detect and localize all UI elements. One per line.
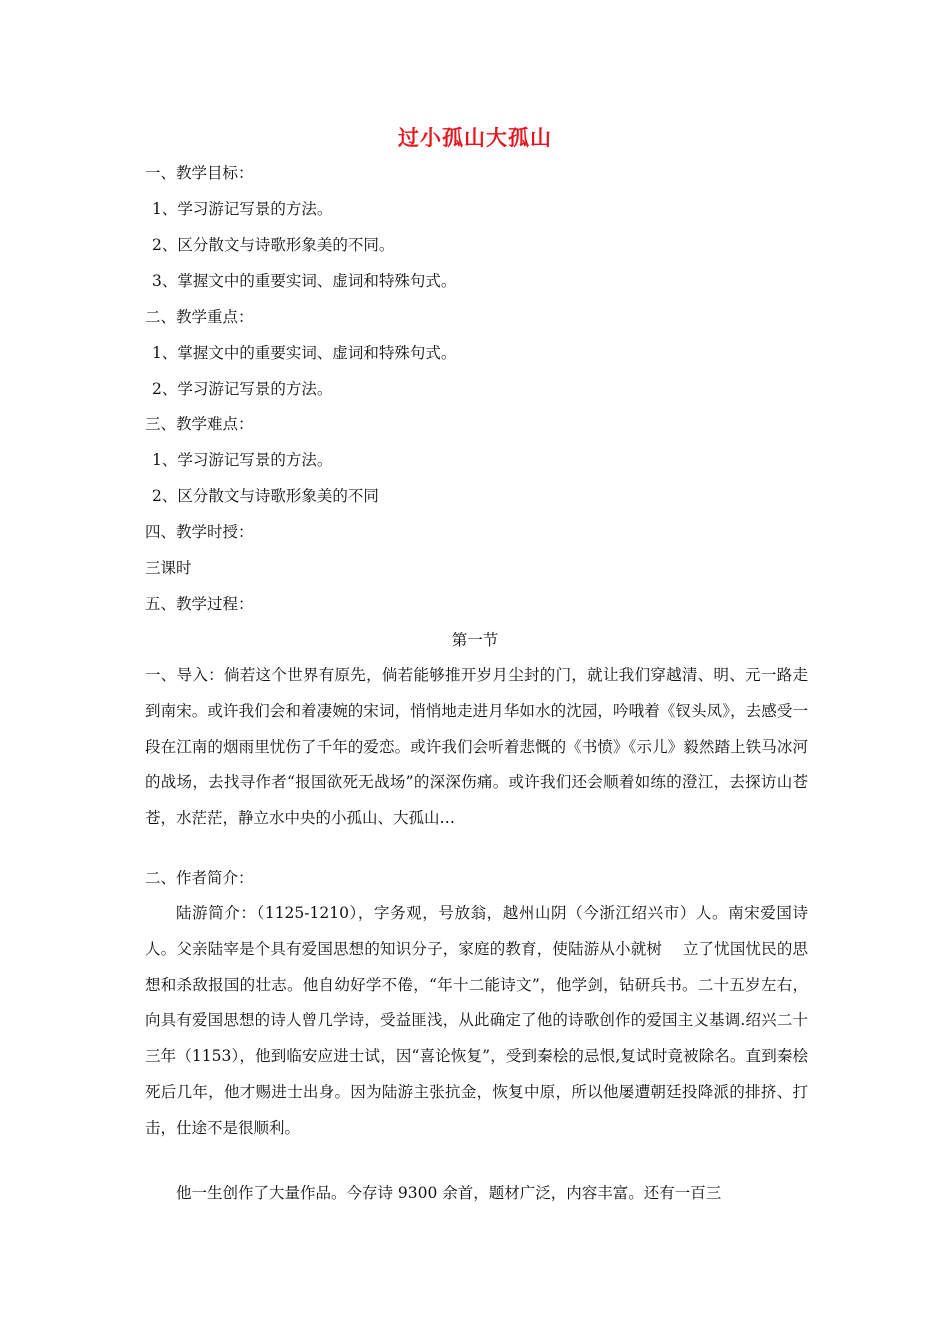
intro-paragraph: 一、导入：倘若这个世界有原先，倘若能够推开岁月尘封的门，就让我们穿越清、明、元一路走到南宋。或许我们会和着凄婉的宋词，悄悄地走进月华如水的沈园，吟哦着《钗头凤》，去感受一段在江南的烟雨里忧伤了千年的爱恋。或许我们会听着悲慨的《书愤》《示儿》毅然踏上铁马冰河的战场，去找寻作者“报国欲死无战场”的深深伤痛。或许我们还会顺着如练的澄江，去探访山苍苍，水茫茫，静立水中央的小孤山、大孤山… — [145, 666, 808, 828]
section-title: 第一节 — [451, 631, 499, 649]
difficulty-item: 1、学习游记写景的方法。 — [152, 451, 333, 469]
time-value: 三课时 — [145, 559, 192, 577]
works-paragraph: 他一生创作了大量作品。今存诗 9300 余首，题材广泛，内容丰富。还有一百三 — [176, 1184, 722, 1202]
focus-item: 1、掌握文中的重要实词、虚词和特殊句式。 — [152, 344, 457, 362]
author-heading: 二、作者简介： — [145, 869, 254, 887]
focus-heading: 二、教学重点： — [145, 308, 254, 326]
goal-item: 1、学习游记写景的方法。 — [152, 200, 333, 218]
goals-heading: 一、教学目标： — [145, 164, 254, 182]
author-bio-paragraph: 陆游简介：（1125-1210），字务观，号放翁，越州山阴（今浙江绍兴市）人。南宋爱国诗人。父亲陆宰是个具有爱国思想的知识分子，家庭的教育，使陆游从小就树 立了忧国忧民的思想和杀敌报国的壮志。他自幼好学不倦，“年十二能诗文”，他学剑，钻研兵书。二十五岁左右，向具有爱国思想的诗人曾几学诗，受益匪浅，从此确定了他的诗歌创作的爱国主义基调.绍兴二十三年（1153），他到临安应进士试，因“喜论恢复”，受到秦桧的忌恨,复试时竟被除名。直到秦桧死后几年，他才赐进士出身。因为陆游主张抗金，恢复中原，所以他屡遭朝廷投降派的排挤、打击，仕途不是很顺利。 — [145, 904, 808, 1137]
goal-item: 2、区分散文与诗歌形象美的不同。 — [152, 236, 395, 254]
goal-item: 3、掌握文中的重要实词、虚词和特殊句式。 — [152, 272, 457, 290]
process-heading: 五、教学过程： — [145, 595, 254, 613]
difficulty-heading: 三、教学难点： — [145, 415, 254, 433]
document-title: 过小孤山大孤山 — [398, 125, 552, 150]
time-heading: 四、教学时授： — [145, 523, 254, 541]
difficulty-item: 2、区分散文与诗歌形象美的不同 — [152, 487, 379, 505]
focus-item: 2、学习游记写景的方法。 — [152, 380, 333, 398]
